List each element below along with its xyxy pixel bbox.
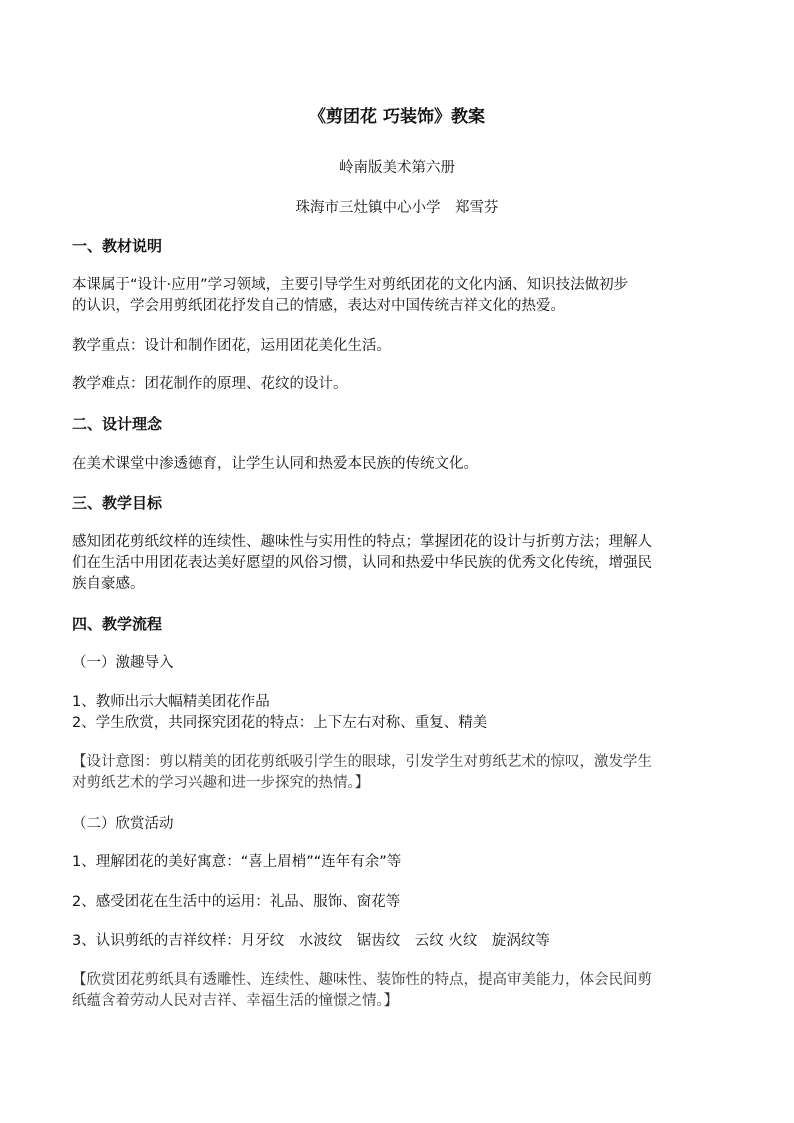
text-line: 感知团花剪纸纹样的连续性、趣味性与实用性的特点；掌握团花的设计与折剪方法；理解人 — [72, 534, 652, 550]
text-line: 的认识，学会用剪纸团花抒发自己的情感，表达对中国传统吉祥文化的热爱。 — [72, 298, 565, 314]
subsection-heading-1: （一）激趣导入 — [72, 655, 174, 671]
teaching-difficulty: 教学难点：团花制作的原理、花纹的设计。 — [72, 376, 348, 392]
teaching-focus: 教学重点：设计和制作团花，运用团花美化生活。 — [72, 338, 391, 354]
section-2-paragraph-1: 在美术课堂中渗透德育，让学生认同和热爱本民族的传统文化。 — [72, 456, 478, 472]
section-3-paragraph-1 — [72, 532, 722, 595]
subsection-2-item-1: 1、理解团花的美好寓意：“喜上眉梢”“连年有余”等 — [72, 854, 402, 870]
author-line: 珠海市三灶镇中心小学 郑雪芬 — [295, 200, 499, 216]
text-line: 纸蕴含着劳动人民对吉祥、幸福生活的憧憬之情。】 — [72, 993, 399, 1009]
document-title: 《剪团花 巧装饰》教案 — [309, 107, 485, 127]
list-item: 2、学生欣赏，共同探究团花的特点：上下左右对称、重复、精美 — [72, 715, 488, 731]
text-line: 本课属于“设计·应用”学习领域，主要引导学生对剪纸团花的文化内涵、知识技法做初步 — [72, 277, 629, 293]
list-item: 1、教师出示大幅精美团花作品 — [72, 694, 270, 710]
text-line: 族自豪感。 — [72, 576, 145, 592]
design-intent-note — [72, 752, 722, 794]
section-heading-3: 三、教学目标 — [72, 494, 163, 512]
subsection-heading-2: （二）欣赏活动 — [72, 816, 174, 832]
subsection-1-list — [72, 692, 722, 734]
text-line: 【欣赏团花剪纸具有透雕性、连续性、趣味性、装饰性的特点，提高审美能力，体会民间剪 — [72, 972, 652, 988]
section-heading-4: 四、教学流程 — [72, 615, 163, 633]
section-heading-1: 一、教材说明 — [72, 237, 163, 255]
appreciation-note — [72, 970, 722, 1012]
section-1-paragraph-1 — [72, 275, 722, 317]
text-line: 【设计意图：剪以精美的团花剪纸吸引学生的眼球，引发学生对剪纸艺术的惊叹，激发学生 — [72, 754, 652, 770]
text-line: 对剪纸艺术的学习兴趣和进一步探究的热情。】 — [72, 775, 370, 791]
document-subtitle: 岭南版美术第六册 — [339, 160, 455, 176]
text-line: 们在生活中用团花表达美好愿望的风俗习惯，认同和热爱中华民族的优秀文化传统，增强民 — [72, 555, 652, 571]
section-heading-2: 二、设计理念 — [72, 415, 163, 433]
subsection-2-item-2: 2、感受团花在生活中的运用：礼品、服饰、窗花等 — [72, 894, 401, 910]
subsection-2-item-3: 3、认识剪纸的吉祥纹样：月牙纹 水波纹 锯齿纹 云纹 火纹 旋涡纹等 — [72, 933, 550, 949]
